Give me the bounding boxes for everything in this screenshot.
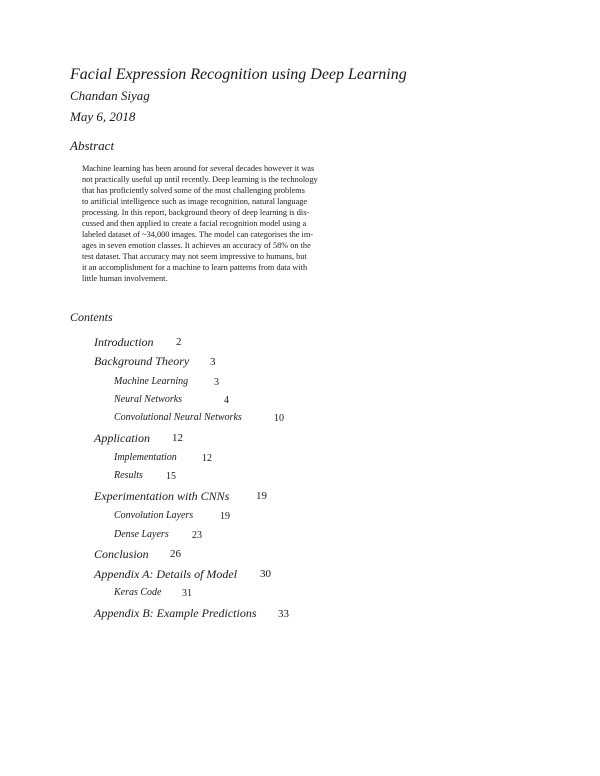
toc-entry-implementation[interactable]: Implementation	[114, 452, 177, 463]
toc-page-number: 31	[182, 588, 192, 599]
toc-page-number: 3	[214, 377, 219, 388]
toc-page-number: 19	[256, 490, 267, 502]
toc-entry-results[interactable]: Results	[114, 470, 143, 481]
toc-page-number: 26	[170, 548, 181, 560]
toc-page-number: 33	[278, 608, 289, 620]
document-author: Chandan Siyag	[70, 88, 150, 103]
toc-page-number: 12	[172, 432, 183, 444]
toc-entry-background-theory[interactable]: Background Theory	[94, 354, 190, 368]
toc-page-number: 10	[274, 413, 284, 424]
toc-entry-application[interactable]: Application	[94, 431, 150, 445]
abstract-line: Machine learning has been around for several decades however it was	[82, 164, 315, 173]
toc-entry-convolutional-neural-networks[interactable]: Convolutional Neural Networks	[114, 412, 242, 423]
abstract-line: cussed and then applied to create a facial recognition model using a	[82, 219, 307, 228]
toc-entry-appendix-a[interactable]: Appendix A: Details of Model	[94, 567, 238, 581]
abstract-line: ages in seven emotion classes. It achieves an accuracy of 58% on the	[82, 241, 311, 250]
contents-heading: Contents	[70, 310, 113, 324]
toc-entry-conclusion[interactable]: Conclusion	[94, 547, 149, 561]
abstract-line: labeled dataset of ~34,000 images. The model can categorises the im-	[82, 230, 314, 239]
toc-page-number: 3	[210, 356, 216, 368]
toc-entry-experimentation-with-cnns[interactable]: Experimentation with CNNs	[94, 489, 230, 503]
toc-page-number: 12	[202, 453, 212, 464]
toc-entry-appendix-b[interactable]: Appendix B: Example Predictions	[94, 606, 257, 620]
toc-entry-dense-layers[interactable]: Dense Layers	[114, 529, 169, 540]
toc-entry-keras-code[interactable]: Keras Code	[114, 587, 162, 598]
abstract-line: test dataset. That accuracy may not seem impressive to humans, but	[82, 252, 307, 261]
toc-page-number: 30	[260, 568, 271, 580]
toc-entry-introduction[interactable]: Introduction	[94, 335, 154, 349]
abstract-line: little human involvement.	[82, 274, 168, 283]
abstract-line: not practically useful up until recently. Deep learning is the technology	[82, 175, 318, 184]
abstract-body	[82, 163, 372, 284]
abstract-line: it an accomplishment for a machine to learn patterns from data with	[82, 263, 308, 272]
toc-entry-convolution-layers[interactable]: Convolution Layers	[114, 510, 194, 521]
document-title: Facial Expression Recognition using Deep Learning	[70, 66, 407, 83]
abstract-heading: Abstract	[70, 138, 115, 153]
toc-entry-neural-networks[interactable]: Neural Networks	[114, 394, 183, 405]
abstract-line: to artificial intelligence such as image recognition, natural language	[82, 197, 308, 206]
toc-page-number: 19	[220, 511, 230, 522]
toc-page-number: 2	[176, 336, 182, 348]
document-date: May 6, 2018	[70, 109, 136, 124]
abstract-line: that has proficiently solved some of the most challenging problems	[82, 186, 305, 195]
toc-page-number: 4	[224, 395, 229, 406]
toc-page-number: 15	[166, 471, 176, 482]
abstract-line: processing. In this report, background theory of deep learning is dis-	[82, 208, 310, 217]
toc-entry-machine-learning[interactable]: Machine Learning	[114, 376, 189, 387]
toc-page-number: 23	[192, 530, 202, 541]
